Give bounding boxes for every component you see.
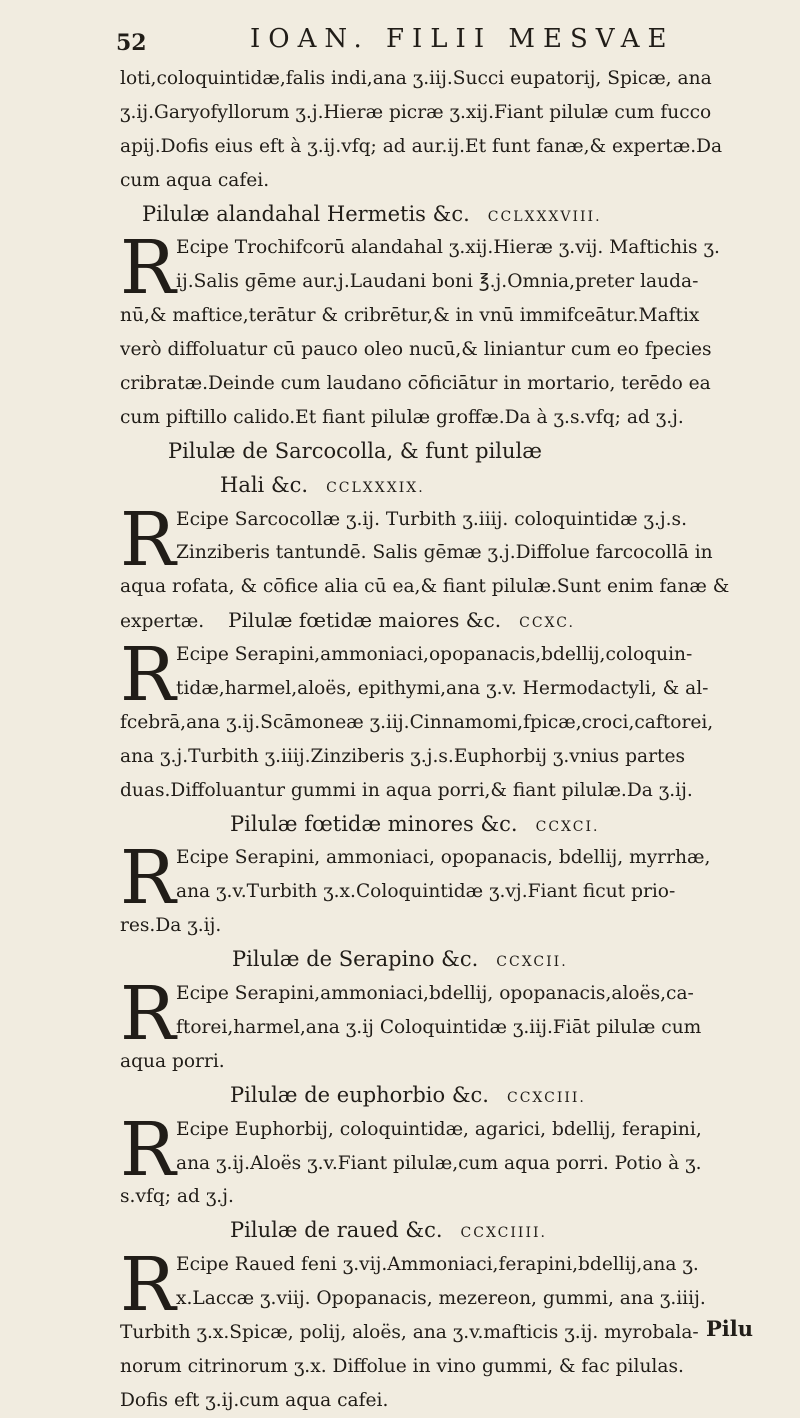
recipe-title-text: Pilulæ de euphorbio &c. bbox=[230, 1082, 489, 1107]
recipe-number: CCXCII. bbox=[496, 954, 568, 971]
recipe-title bbox=[120, 943, 752, 977]
text-line bbox=[120, 604, 752, 638]
recipe-title-text: Pilulæ de Sarcocolla, & funt pilulæ bbox=[168, 438, 542, 463]
recipe-paragraph bbox=[120, 971, 752, 1079]
text-line: verò diffoluatur cū pauco oleo nucū,& liniantur cum eo fpecies bbox=[120, 339, 712, 361]
text-line: x.Laccæ ʒ.viij. Opopanacis, mezereon, gummi, ana ʒ.iiij. bbox=[176, 1288, 706, 1310]
text-line: ana ʒ.v.Turbith ʒ.x.Coloquintidæ ʒ.vj.Fiant ficut prio- bbox=[176, 881, 676, 903]
text-line: aqua rofata, & cōfice alia cū ea,& fiant pilulæ.Sunt enim fanæ & bbox=[120, 576, 730, 598]
recipe-title-text: Pilulæ fœtidæ maiores &c. bbox=[228, 608, 502, 633]
text-line: fcebrā,ana ʒ.ij.Scāmoneæ ʒ.iij.Cinnamomi,fpicæ,croci,caftorei, bbox=[120, 711, 714, 733]
text-line: cum piftillo calido.Et fiant pilulæ groffæ.Da à ʒ.s.vfq; ad ʒ.j. bbox=[120, 406, 684, 428]
recipe-title bbox=[120, 808, 752, 842]
recipe-number: CCLXXXIX. bbox=[326, 479, 425, 496]
text-line: cum aqua cafei. bbox=[120, 169, 270, 191]
initial-letter: R bbox=[120, 835, 176, 922]
recipe-title-text: Pilulæ fœtidæ minores &c. bbox=[230, 811, 518, 836]
recipe-number: CCXCI. bbox=[535, 818, 600, 835]
text-line: duas.Diffoluantur gummi in aqua porri,& fiant pilulæ.Da ʒ.ij. bbox=[120, 779, 693, 801]
running-title: IOAN. FILII MESVAE bbox=[250, 24, 675, 54]
initial-letter: R bbox=[120, 971, 176, 1058]
recipe-title bbox=[120, 198, 752, 232]
text-line: Dofis eft ʒ.ij.cum aqua cafei. bbox=[120, 1389, 389, 1411]
recipe-title-text: Pilulæ de raued &c. bbox=[230, 1218, 443, 1243]
text-line: Ecipe Serapini,ammoniaci,bdellij, opopanacis,aloës,ca- bbox=[176, 983, 694, 1005]
recipe-title-text: Hali &c. bbox=[220, 472, 309, 497]
text-line: res.Da ʒ.ij. bbox=[120, 915, 222, 937]
text-line: s.vfq; ad ʒ.j. bbox=[120, 1186, 234, 1208]
recipe-title bbox=[120, 1214, 752, 1248]
text-line: ana ʒ.j.Turbith ʒ.iiij.Zinziberis ʒ.j.s.Euphorbij ʒ.vnius partes bbox=[120, 745, 686, 767]
initial-letter: R bbox=[120, 1242, 176, 1329]
initial-letter: R bbox=[120, 1106, 176, 1193]
text-line: aqua porri. bbox=[120, 1050, 225, 1072]
text-line: Ecipe Raued feni ʒ.vij.Ammoniaci,ferapini,bdellij,ana ʒ. bbox=[176, 1254, 699, 1276]
recipe-number: CCXCIIII. bbox=[460, 1225, 547, 1242]
recipe-paragraph bbox=[120, 1242, 752, 1417]
text-line: ana ʒ.ij.Aloës ʒ.v.Fiant pilulæ,cum aqua porri. Potio à ʒ. bbox=[176, 1152, 702, 1174]
initial-letter: R bbox=[120, 632, 176, 719]
text-line: ftorei,harmel,ana ʒ.ij Coloquintidæ ʒ.iij.Fiāt pilulæ cum bbox=[176, 1016, 702, 1038]
recipe-title-text: Pilulæ de Serapino &c. bbox=[232, 947, 479, 972]
recipe-title bbox=[120, 1079, 752, 1113]
page-number: 52 bbox=[116, 30, 147, 56]
text-line: Ecipe Sarcocollæ ʒ.ij. Turbith ʒ.iiij. coloquintidæ ʒ.j.s. bbox=[176, 508, 687, 530]
text-line: Turbith ʒ.x.Spicæ, polij, aloës, ana ʒ.v.mafticis ʒ.ij. myrobala- bbox=[120, 1321, 699, 1343]
text-line: ʒ.ij.Garyofyllorum ʒ.j.Hieræ picræ ʒ.xij.Fiant pilulæ cum fucco bbox=[120, 101, 712, 123]
recipe-title-text: Pilulæ alandahal Hermetis &c. bbox=[142, 201, 470, 226]
recipe-paragraph bbox=[120, 225, 752, 434]
recipe-title bbox=[120, 435, 752, 469]
recipe-paragraph bbox=[120, 1106, 752, 1215]
recipe-title bbox=[120, 469, 752, 503]
text-line: tidæ,harmel,aloës, epithymi,ana ʒ.v. Hermodactyli, & al- bbox=[176, 678, 709, 700]
initial-letter: R bbox=[120, 225, 176, 312]
recipe-number: CCXCIII. bbox=[506, 1089, 586, 1106]
recipe-paragraph bbox=[120, 835, 752, 943]
text-line: apij.Dofis eius eft à ʒ.ij.vfq; ad aur.ij.Et funt fanæ,& expertæ.Da bbox=[120, 135, 723, 157]
text-line: Ecipe Euphorbij, coloquintidæ, agarici, bdellij, ferapini, bbox=[176, 1118, 702, 1140]
text-line: loti,coloquintidæ,falis indi,ana ʒ.iij.Succi eupatorij, Spicæ, ana bbox=[120, 68, 712, 89]
recipe-number: CCLXXXVIII. bbox=[487, 208, 602, 225]
body-text bbox=[120, 62, 752, 1418]
text-line: Ecipe Trochifcorū alandahal ʒ.xij.Hieræ ʒ.vij. Maftichis ʒ. bbox=[176, 237, 720, 259]
text-line: ij.Salis gēme aur.j.Laudani boni ℥.j.Omnia,preter lauda- bbox=[176, 271, 699, 293]
text-line: nū,& maftice,terātur & cribrētur,& in vnū immifceātur.Maftix bbox=[120, 305, 700, 327]
recipe-paragraph bbox=[120, 496, 752, 639]
page-header bbox=[0, 24, 800, 60]
initial-letter: R bbox=[120, 496, 176, 583]
text-line: norum citrinorum ʒ.x. Diffolue in vino gummi, & fac pilulas. bbox=[120, 1355, 684, 1377]
recipe-paragraph bbox=[120, 632, 752, 807]
text-line: Ecipe Serapini, ammoniaci, opopanacis, bdellij, myrrhæ, bbox=[176, 847, 711, 869]
recipe-number: CCXC. bbox=[519, 615, 575, 632]
text-line: Ecipe Serapini,ammoniaci,opopanacis,bdellij,coloquin- bbox=[176, 644, 693, 666]
text-line: cribratæ.Deinde cum laudano cōficiātur in mortario, terēdo ea bbox=[120, 373, 711, 395]
catchword: Pilu bbox=[706, 1316, 754, 1341]
text-line: Zinziberis tantundē. Salis gēmæ ʒ.j.Diffolue farcocollā in bbox=[176, 542, 713, 564]
text-fragment: expertæ. bbox=[120, 611, 205, 633]
